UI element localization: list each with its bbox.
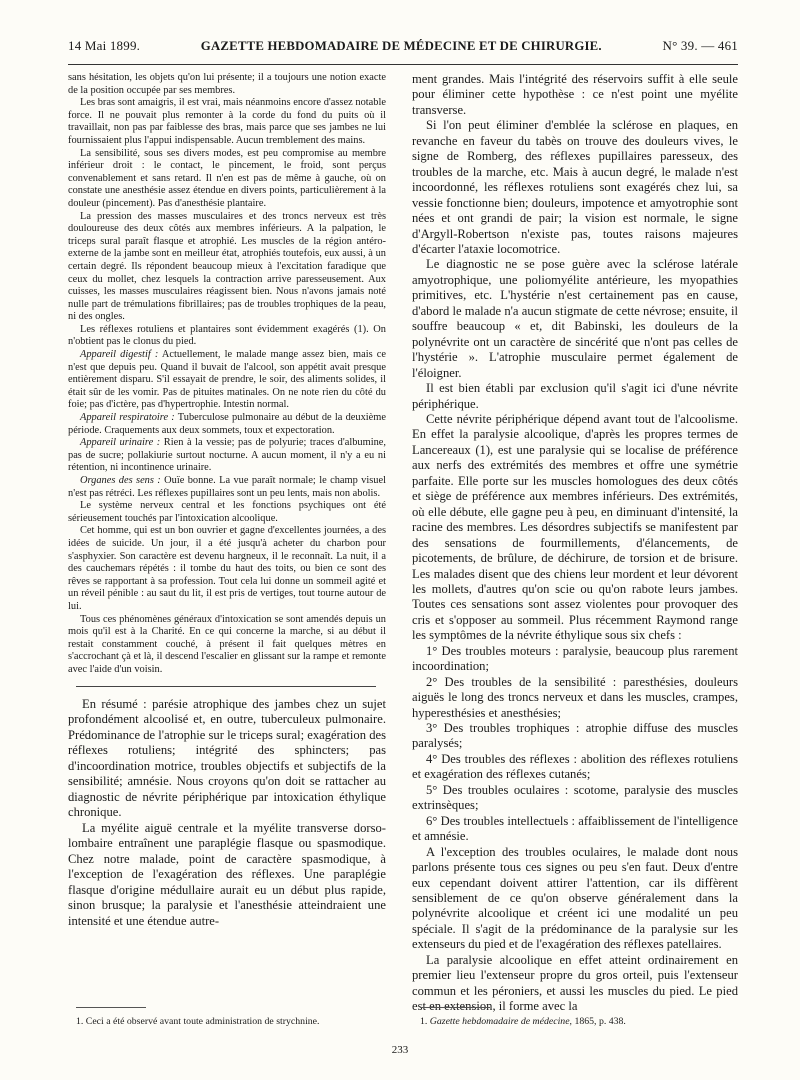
paragraph: Les réflexes rotuliens et plantaires sont évidemment exagérés (1). On n'obtient pas le clonus du pied. bbox=[68, 323, 386, 348]
journal-title: GAZETTE HEBDOMADAIRE DE MÉDECINE ET DE CHIRURGIE. bbox=[200, 39, 602, 53]
footnote-rule-left bbox=[76, 1007, 146, 1008]
paragraph: 1° Des troubles moteurs : paralysie, beaucoup plus rarement incoordination; bbox=[412, 643, 738, 674]
paragraph: sans hésitation, les objets qu'on lui présente; il a toujours une notion exacte de la position occupée par ses membres. bbox=[68, 72, 386, 96]
paragraph: 4° Des troubles des réflexes : abolition des réflexes rotuliens et exagération des réflexes cutanés; bbox=[412, 751, 738, 782]
paragraph: Le système nerveux central et les fonctions psychiques ont été sérieusement touchés par l'intoxication alcoolique. bbox=[68, 500, 386, 524]
paragraph: Les bras sont amaigris, il est vrai, mais néanmoins encore d'assez notable force. Il ne pouvait plus remonter à la corde du fond du puits où il travaillait, non pas par faiblesse des bras, mais parce que ses jambes ne lui fournissaient plus l'appui indispensable. Aucun tremblement des mains. bbox=[68, 97, 386, 146]
paragraph: La pression des masses musculaires et des troncs nerveux est très douloureuse des deux côtés aux membres inférieurs. A la palpation, le triceps sural paraît flasque et atrophié. Les muscles de la région antéro-externe de la jambe sont en meilleur état, atrophiés toutefois, eux aussi, à un certain degré. Ils répondent beaucoup mieux à l'excitation faradique que ceux du mollet, chez lesquels la contraction arrive paresseusement. Aux cuisses, les masses musculaires réagissent bien. Nous n'avons jamais noté nulle part de trémulations fibrillaires; pas de troubles trophiques de la peau, ni des ongles. bbox=[68, 210, 386, 323]
section-label: Organes des sens : bbox=[80, 475, 161, 486]
paragraph: Si l'on peut éliminer d'emblée la sclérose en plaques, en revanche en faveur du tabès on trouve des douleurs vives, le signe de Romberg, des réflexes pupillaires paresseux, des troubles de la marche, etc. Mais à aucun degré, le malade n'est incoordonné, les réflexes rotuliens sont exagérés chez lui, sa vessie fonctionne bien; douleurs, impotence et amyotrophie sont nées et ont grandi de pair; la vision est normale, le signe d'Argyll-Robertson n'existe pas, toutes raisons majeures d'écarter l'ataxie locomotrice. bbox=[412, 118, 738, 256]
paragraph-text: Ouïe bonne. La vue paraît normale; le champ visuel n'est pas rétréci. Les réflexes pupillaires sont un peu lents, mais non abolis. bbox=[68, 475, 386, 499]
right-column bbox=[412, 72, 738, 1015]
paragraph: La sensibilité, sous ses divers modes, est peu compromise au membre inférieur droit : le contact, le pincement, le froid, sont perçus convenablement et sans retard. Il n'en est pas de même à gauche, où on constate une anesthésie assez étendue en divers points, particulièrement à la douleur (pincement). Pas d'anesthésie plantaire. bbox=[68, 147, 386, 209]
section-divider bbox=[76, 686, 376, 687]
summary-text bbox=[68, 697, 386, 930]
paragraph bbox=[68, 412, 386, 437]
paragraph bbox=[68, 437, 386, 475]
paragraph-text: Rien à la vessie; pas de polyurie; traces d'albumine, pas de sucre; pollakiurie surtout nocturne. A aucun moment, il n'y a eu ni rétention, ni incontinence urinaire. bbox=[68, 437, 386, 474]
paragraph: Cette névrite périphérique dépend avant tout de l'alcoolisme. En effet la paralysie alcoolique, d'après les propres termes de Lancereaux (1), est une paralysie qui se localise de préférence aux nerfs des extrémités des membres et offre une symétrie parfaite. Elle porte sur les muscles homologues des deux côtés et siège de préférence aux membres inférieurs. Des extrémités, où elle débute, elle gagne peu à peu, en diminuant d'intensité, la racine des membres. Les désordres subjectifs se manifestent par des sensations de fourmillements, d'élancements, de picotements, de brûlure, de déchirure, de torsion et de brisure. Les malades disent que des chiens leur mordent et leur dévorent les mollets, d'autres qu'on scie ou qu'on rabote leurs jambes. Toutes ces sensations sont assez violentes pour provoquer des cris et s'opposer au sommeil. Plus récemment Raymond range les symptômes de la névrite éthylique sous six chefs : bbox=[412, 411, 738, 643]
paragraph: 6° Des troubles intellectuels : affaiblissement de l'intelligence et amnésie. bbox=[412, 813, 738, 844]
paragraph: 3° Des troubles trophiques : atrophie diffuse des muscles paralysés; bbox=[412, 721, 738, 751]
paragraph: Cet homme, qui est un bon ouvrier et gagne d'excellentes journées, a des idées de suicide. Un jour, il a été jusqu'à acheter du charbon pour s'asphyxier. Son caractère est devenu hargneux, il le reconnaît. La nuit, il a des cauchemars répétés : il tombe du haut des toits, ou bien ce sont des rêves se rapportant à sa profession. Tout cela lui donne un sommeil agité et un réveil pénible : au saut du lit, il est pris de vertiges, tout tourne autour de lui. bbox=[68, 525, 386, 612]
paragraph bbox=[68, 349, 386, 412]
footnote-right-suffix: , 1865, p. 438. bbox=[569, 1016, 626, 1027]
section-label: Appareil urinaire : bbox=[80, 437, 161, 449]
left-column bbox=[68, 72, 386, 929]
paragraph-text: Tuberculose pulmonaire au début de la deuxième période. Craquements aux deux sommets, toux et expectoration. bbox=[68, 412, 386, 436]
paragraph: ment grandes. Mais l'intégrité des réservoirs suffit à elle seule pour éliminer cette hypothèse : ce n'est point une myélite transverse. bbox=[412, 72, 738, 117]
footnote-left: 1. Ceci a été observé avant toute administration de strychnine. bbox=[76, 1016, 320, 1027]
paragraph: Tous ces phénomènes généraux d'intoxication se sont amendés depuis un mois qu'il est à la Charité. En ce qui concerne la marche, si au début il restait constamment couché, à présent il fait quelques mètres en s'accrochant çà et là, il descend l'escalier en glissant sur la rampe et remonte avec l'aide d'un voisin. bbox=[68, 613, 386, 675]
paragraph: La paralysie alcoolique en effet atteint ordinairement en premier lieu l'extenseur propre du gros orteil, puis l'extenseur commun et les péroniers, et aussi les muscles du pied. Le pied est en extension, il forme avec la bbox=[412, 952, 738, 1014]
header-rule bbox=[68, 64, 738, 65]
footnote-right bbox=[420, 1016, 626, 1028]
footnote-right-prefix: 1. bbox=[420, 1016, 430, 1027]
paragraph: 2° Des troubles de la sensibilité : paresthésies, douleurs aiguës le long des troncs nerveux et dans les muscles, crampes, hyperesthésies et anesthésies; bbox=[412, 674, 738, 720]
paragraph bbox=[68, 475, 386, 500]
paragraph: A l'exception des troubles oculaires, le malade dont nous parlons présente tous ces signes ou peu s'en faut. Deux d'entre eux cependant doivent attirer l'attention, car ils diffèrent sensiblement de ce qu'on observe généralement dans la polynévrite alcoolique et créent ici une modalité un peu spéciale. Il s'agit de la prédominance de la paralysie sur les extenseurs du pied et de l'exagération des réflexes patellaires. bbox=[412, 844, 738, 952]
paragraph: La myélite aiguë centrale et la myélite transverse dorso-lombaire entraînent une paraplégie flasque ou spasmodique. Chez notre malade, point de caractère spasmodique, à l'exception de l'exagération des réflexes. Une paraplégie flasque d'origine médullaire aurait eu un début plus rapide, sinon brusque; la paralysie et l'anesthésie atteindraient une intensité et une étendue autre- bbox=[68, 820, 386, 928]
footnote-rule-right bbox=[420, 1007, 490, 1008]
paragraph: Il est bien établi par exclusion qu'il s'agit ici d'une névrite périphérique. bbox=[412, 381, 738, 411]
section-label: Appareil respiratoire : bbox=[80, 412, 175, 424]
footnote-right-journal: Gazette hebdomadaire de médecine bbox=[429, 1016, 570, 1027]
paragraph: Le diagnostic ne se pose guère avec la sclérose latérale amyotrophique, une poliomyélite antérieure, les myopathies primitives, etc. L'hystérie n'est certainement pas en cause, d'abord le malade n'a aucun stigmate de cette névrose; ensuite, il souffre beaucoup « et, dit Babinski, les douleurs de la polynévrite ont un caractère de sincérité que n'ont pas celles de l'hystérie ». L'atrophie musculaire permet également de l'éloigner. bbox=[412, 257, 738, 380]
case-notes bbox=[68, 72, 386, 677]
paragraph-text: Actuellement, le malade mange assez bien, mais ce n'est que depuis peu. Quand il buvait de l'alcool, son appétit avait presque entièrement disparu. S'il essayait de prendre, le soir, des aliments solides, il était sûr de les vomir. Pas de pituites matinales. On ne note rien du côté du foie; pas d'ictère, pas d'hypertrophie. Intestin normal. bbox=[68, 349, 386, 411]
page-number: 233 bbox=[391, 1044, 409, 1056]
issue-number: N° 39. — 461 bbox=[662, 38, 738, 53]
header-date: 14 Mai 1899. bbox=[68, 38, 141, 53]
page-header bbox=[68, 38, 738, 54]
paragraph: 5° Des troubles oculaires : scotome, paralysie des muscles extrinsèques; bbox=[412, 782, 738, 813]
paragraph: En résumé : parésie atrophique des jambes chez un sujet profondément alcoolisé et, en outre, tuberculeux pulmonaire. Prédominance de l'atrophie sur le triceps sural; exagération des réflexes rotuliens; intégrité des sphincters; pas d'incoordination motrice, troubles objectifs et subjectifs de la sensibilité; amnésie. Nous croyons qu'on doit se rattacher au diagnostic de névrite périphérique par intoxication éthylique chronique. bbox=[68, 696, 386, 819]
section-label: Appareil digestif : bbox=[80, 349, 159, 361]
